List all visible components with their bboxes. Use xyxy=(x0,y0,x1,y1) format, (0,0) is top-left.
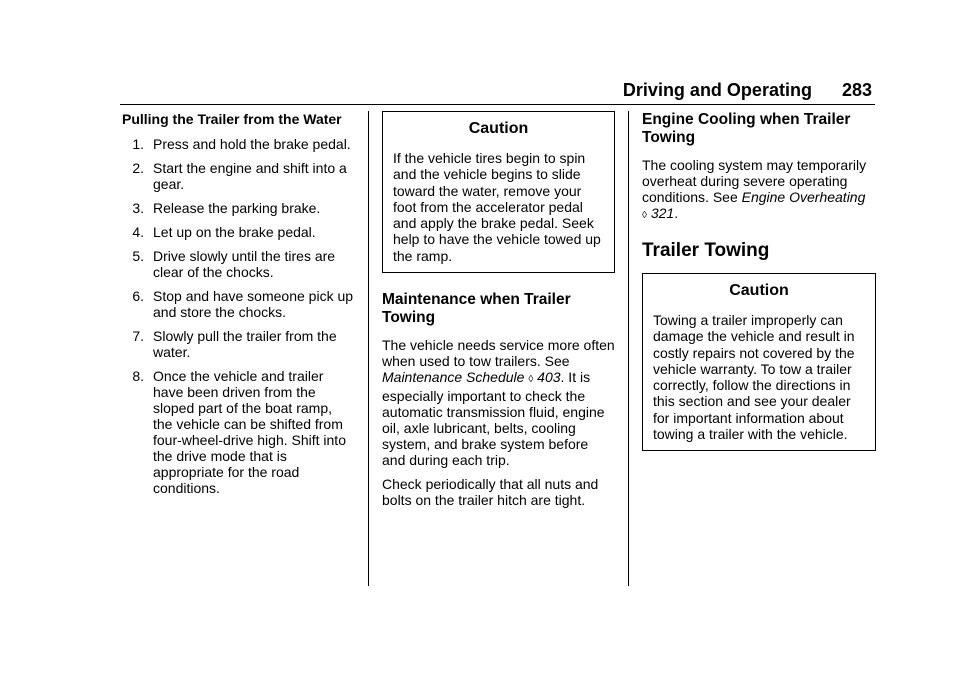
list-item xyxy=(122,136,354,152)
step-text: Start the engine and shift into a gear. xyxy=(153,160,347,192)
page-reference-icon: ◊ xyxy=(642,210,647,221)
heading-engine-cooling: Engine Cooling when Trailer Towing xyxy=(642,111,851,146)
nuts-bolts-paragraph: Check periodically that all nuts and bolts on the trailer hitch are tight. xyxy=(382,476,599,509)
caution-box-slide xyxy=(382,111,615,273)
subheading-pulling-trailer: Pulling the Trailer from the Water xyxy=(122,111,342,127)
heading-trailer-towing: Trailer Towing xyxy=(642,240,770,261)
step-number: 6. xyxy=(132,288,144,304)
heading-maintenance-towing: Maintenance when Trailer Towing xyxy=(382,291,571,327)
paragraph-text: The vehicle needs service more often when used to tow trailers. See xyxy=(382,337,615,370)
page-reference-number[interactable]: 403 xyxy=(537,369,561,386)
column-divider-2 xyxy=(628,111,629,586)
caution-title: Caution xyxy=(729,282,789,299)
column-divider-1 xyxy=(368,111,369,586)
step-text: Release the parking brake. xyxy=(153,200,321,216)
step-number: 1. xyxy=(132,136,144,152)
caution-body: Towing a trailer improperly can damage the vehicle and result in costly repairs not covered by the vehicle warranty. To tow a trailer correctly, follow the directions in this section and see your dealer for important information about towing a trailer with the vehicle. xyxy=(653,312,855,443)
caution-title: Caution xyxy=(468,120,529,137)
column-3 xyxy=(642,111,876,451)
chapter-title: Driving and Operating xyxy=(622,80,812,100)
page-number: 283 xyxy=(841,80,872,100)
cooling-paragraph xyxy=(642,157,876,224)
page-header xyxy=(623,80,872,101)
step-number: 8. xyxy=(132,368,144,384)
list-item xyxy=(122,224,354,240)
step-list xyxy=(122,136,354,496)
step-text: Press and hold the brake pedal. xyxy=(153,136,351,152)
step-number: 7. xyxy=(132,328,144,344)
page-reference-number[interactable]: 321 xyxy=(650,205,675,221)
list-item xyxy=(122,368,354,496)
step-text: Let up on the brake pedal. xyxy=(153,224,316,240)
engine-overheating-link[interactable]: Engine Overheating xyxy=(741,189,866,205)
step-text: Once the vehicle and trailer have been driven from the sloped part of the boat ramp, the vehicle can be shifted from four-wheel-drive high. Shift into the drive mode that is appropriate for the road conditions. xyxy=(153,368,346,496)
list-item xyxy=(122,200,354,216)
column-1 xyxy=(122,111,354,504)
step-text: Stop and have someone pick up and store the chocks. xyxy=(153,288,354,320)
list-item xyxy=(122,248,354,280)
caution-body: If the vehicle tires begin to spin and the vehicle begins to slide toward the water, remove your foot from the accelerator pedal and apply the brake pedal. Seek help to have the vehicle towed up the ramp. xyxy=(393,150,601,264)
paragraph-text: . It is especially important to check the automatic transmission fluid, engine oil, axle lubricant, belts, cooling system, and brake system before and during each trip. xyxy=(382,369,605,469)
page-reference-icon: ◊ xyxy=(528,374,534,386)
list-item xyxy=(122,160,354,192)
step-number: 2. xyxy=(132,160,144,176)
step-number: 5. xyxy=(132,248,144,264)
paragraph-text: . xyxy=(674,205,679,221)
list-item xyxy=(122,288,354,320)
step-text: Drive slowly until the tires are clear of the chocks. xyxy=(153,248,336,280)
list-item xyxy=(122,328,354,360)
column-2 xyxy=(382,111,615,516)
step-number: 4. xyxy=(132,224,144,240)
caution-box-towing xyxy=(642,273,876,451)
maintenance-schedule-link[interactable]: Maintenance Schedule xyxy=(382,369,525,386)
step-number: 3. xyxy=(132,200,144,216)
step-text: Slowly pull the trailer from the water. xyxy=(153,328,337,360)
maintenance-paragraph xyxy=(382,337,615,468)
paragraph-text: The cooling system may temporarily overheat during severe operating conditions. See xyxy=(642,157,867,205)
header-rule xyxy=(120,104,875,105)
